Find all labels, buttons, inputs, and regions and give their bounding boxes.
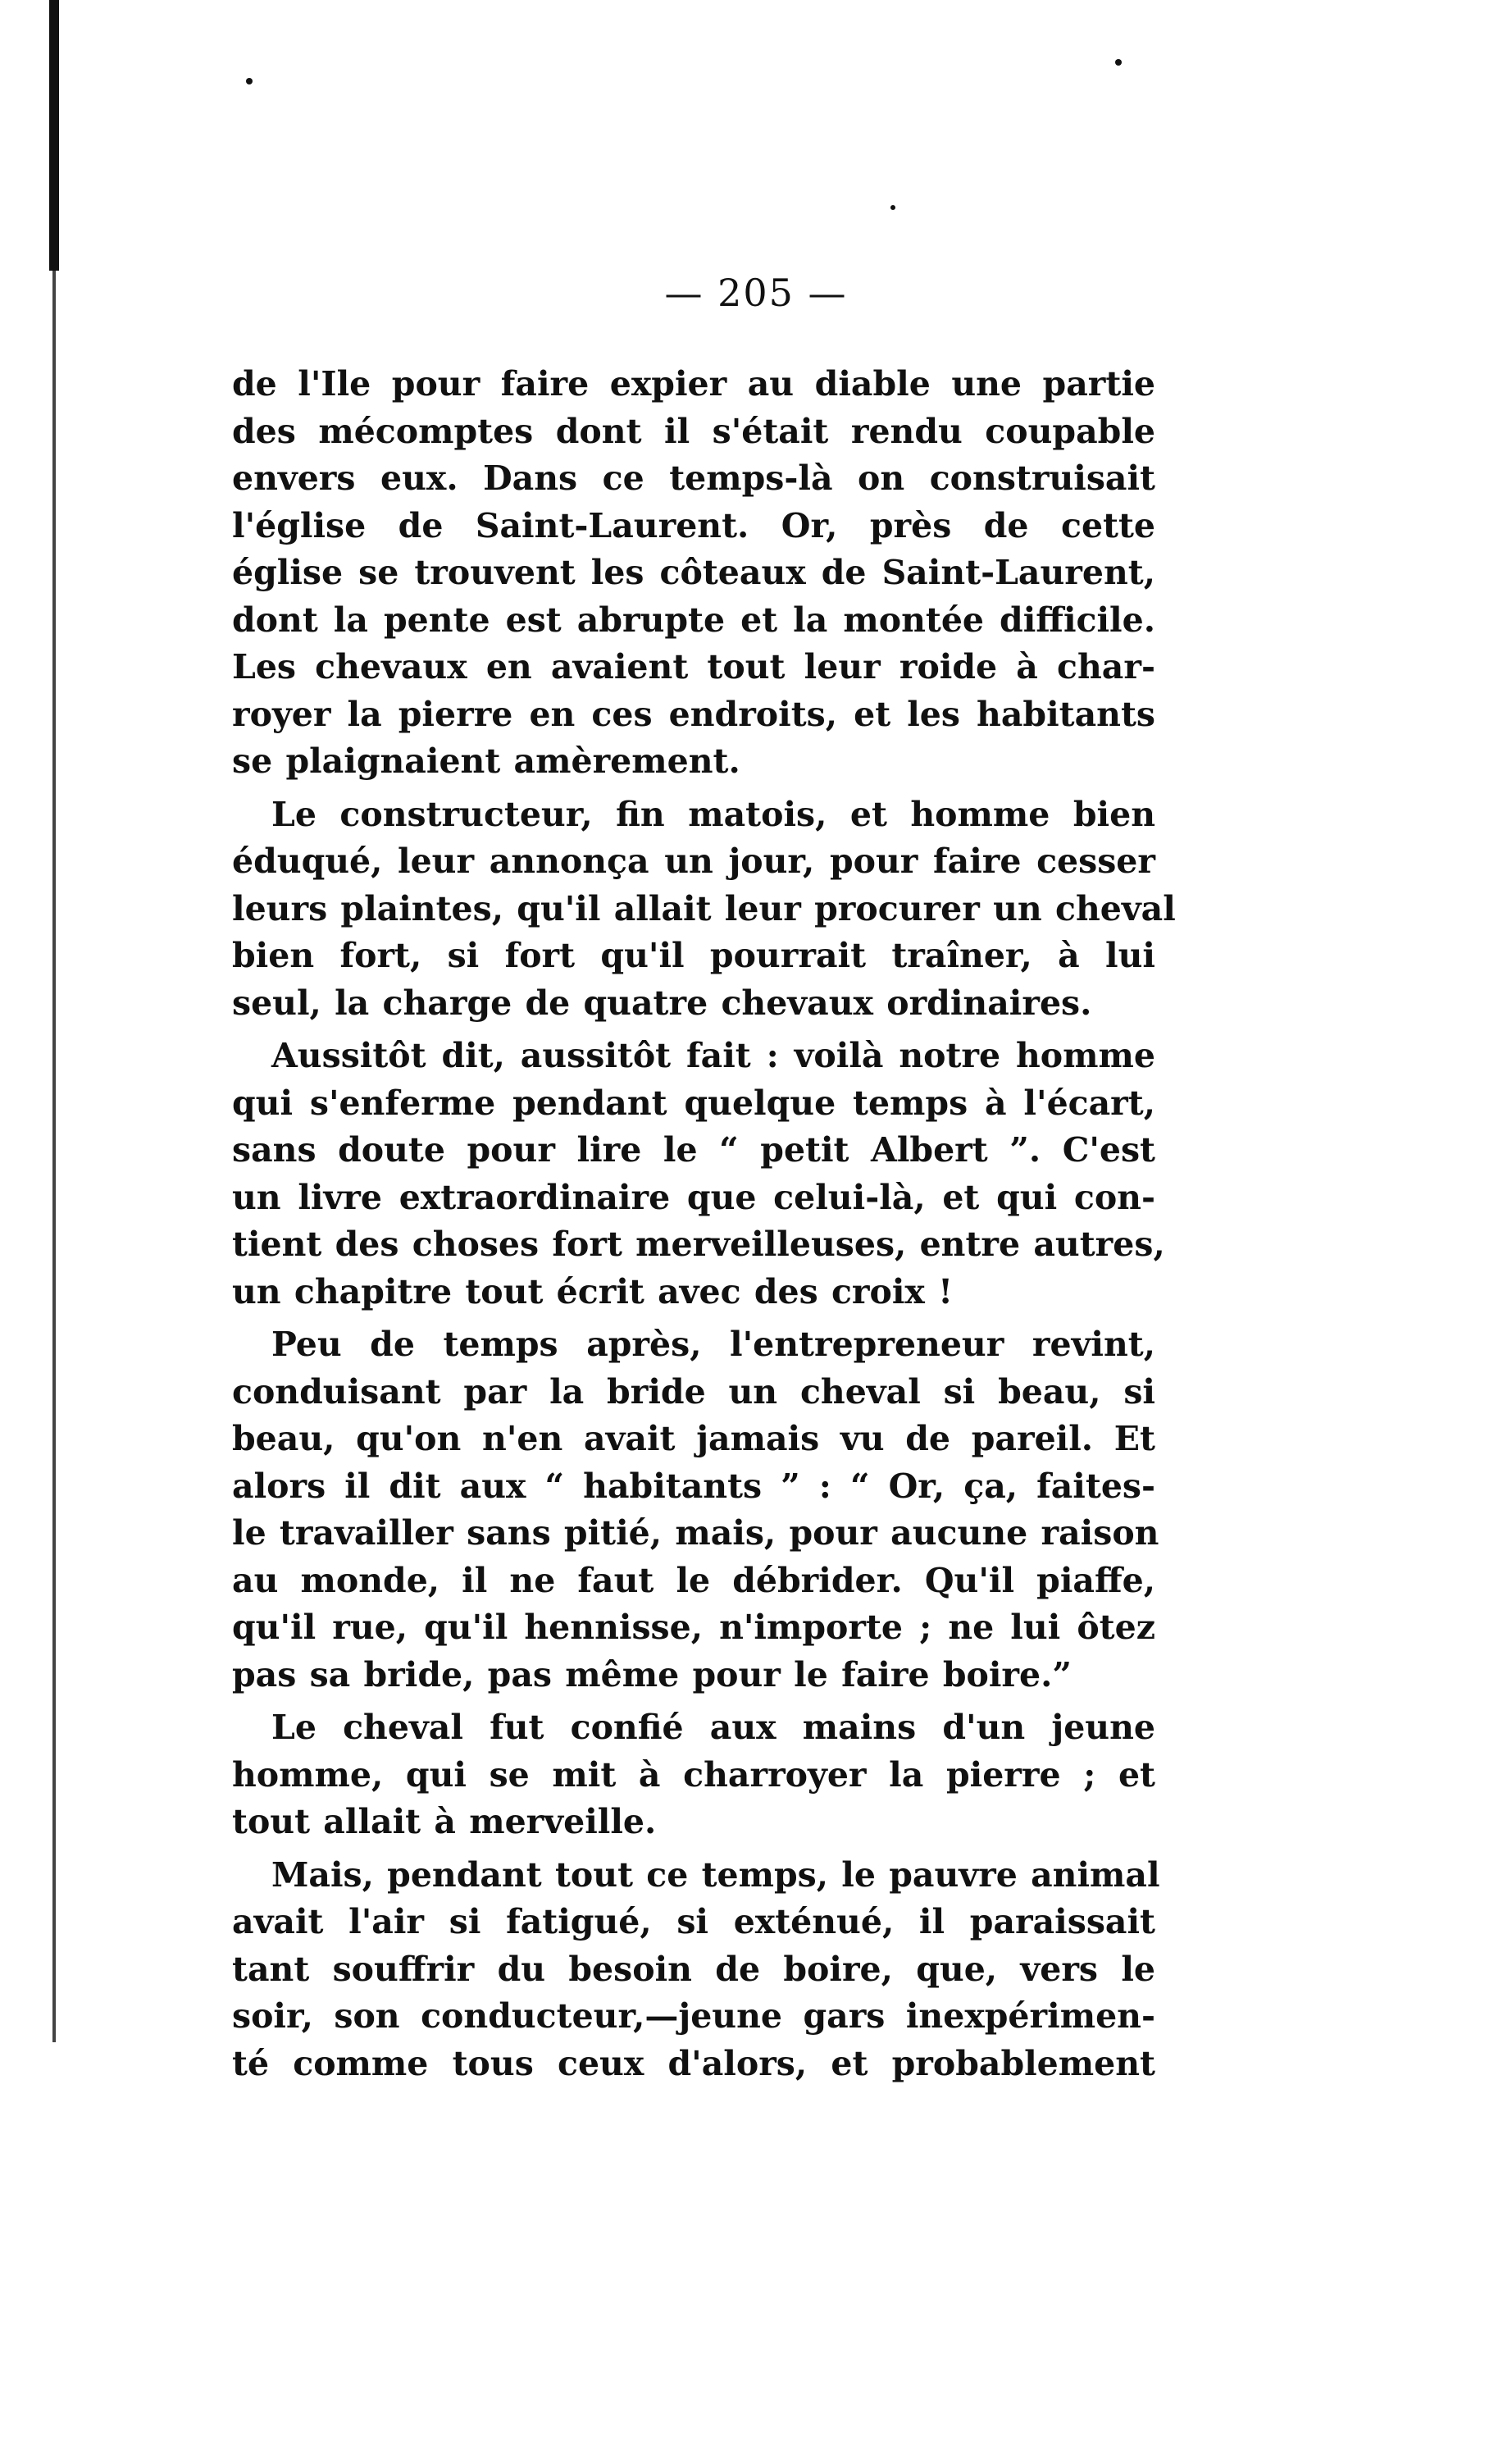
text-line: Aussitôt dit, aussitôt fait : voilà notre homme (271, 1036, 1155, 1075)
paragraph (232, 1321, 1159, 1699)
text-line: dont la pente est abrupte et la montée difficile. (232, 600, 1155, 640)
text-line: tient des choses fort merveilleuses, entre autres, (232, 1225, 1165, 1264)
text-line: église se trouvent les côteaux de Saint-Laurent, (232, 553, 1155, 592)
paragraph (232, 1033, 1165, 1316)
text-line: beau, qu'on n'en avait jamais vu de pareil. Et (232, 1419, 1155, 1458)
scan-speck (890, 205, 895, 210)
text-line: royer la pierre en ces endroits, et les habitants (232, 694, 1155, 734)
text-line: de l'Ile pour faire expier au diable une partie (232, 364, 1155, 404)
text-line: té comme tous ceux d'alors, et probablement (232, 2043, 1155, 2083)
text-line: tout allait à merveille. (232, 1802, 657, 1841)
page-text (232, 361, 1176, 2087)
text-line: des mécomptes dont il s'était rendu coupable (232, 411, 1155, 451)
text-line: Mais, pendant tout ce temps, le pauvre animal (271, 1854, 1160, 1895)
scan-margin-line (52, 271, 56, 2042)
text-line: le travailler sans pitié, mais, pour aucune raison (232, 1513, 1159, 1553)
text-line: pas sa bride, pas même pour le faire boire.” (232, 1654, 1072, 1694)
text-line: qui s'enferme pendant quelque temps à l'écart, (232, 1083, 1155, 1123)
text-line: l'église de Saint-Laurent. Or, près de cette (232, 505, 1155, 545)
text-line: tant souffrir du besoin de boire, que, vers le (232, 1949, 1155, 1989)
text-line: conduisant par la bride un cheval si beau, si (232, 1371, 1155, 1412)
text-line: soir, son conducteur,—jeune gars inexpérimen- (232, 1996, 1155, 2036)
text-line: homme, qui se mit à charroyer la pierre ; et (232, 1754, 1155, 1795)
paragraph (232, 791, 1176, 1028)
text-line: un livre extraordinaire que celui-là, et qui con- (232, 1177, 1155, 1217)
text-line: sans doute pour lire le “ petit Albert ”. C'est (232, 1130, 1155, 1170)
text-line: qu'il rue, qu'il hennisse, n'importe ; ne lui ôtez (232, 1608, 1155, 1647)
text-line: envers eux. Dans ce temps-là on construisait (232, 458, 1155, 498)
text-line: un chapitre tout écrit avec des croix ! (232, 1271, 954, 1311)
text-line: bien fort, si fort qu'il pourrait traîner, à lui (232, 936, 1155, 975)
text-line: seul, la charge de quatre chevaux ordinaires. (232, 983, 1092, 1023)
page-number: — 205 — (664, 271, 848, 315)
text-line: alors il dit aux “ habitants ” : “ Or, ça, faites- (232, 1466, 1155, 1506)
text-line: au monde, il ne faut le débrider. Qu'il piaffe, (232, 1560, 1155, 1600)
text-line: leurs plaintes, qu'il allait leur procurer un cheval (232, 888, 1176, 928)
text-line: Les chevaux en avaient tout leur roide à char- (232, 647, 1155, 686)
paragraph (232, 1704, 1155, 1846)
scan-speck (1115, 59, 1122, 66)
scan-speck (246, 78, 253, 84)
text-line: avait l'air si fatigué, si exténué, il paraissait (232, 1902, 1155, 1941)
text-line: éduqué, leur annonça un jour, pour faire cesser (232, 842, 1155, 881)
scan-binding-edge (49, 0, 59, 271)
paragraph (232, 361, 1155, 786)
text-line: Le constructeur, fin matois, et homme bien (271, 794, 1155, 834)
text-line: se plaignaient amèrement. (232, 741, 740, 781)
text-line: Le cheval fut confié aux mains d'un jeune (271, 1708, 1155, 1747)
text-line: Peu de temps après, l'entrepreneur revint, (271, 1325, 1155, 1364)
paragraph (232, 1852, 1160, 2088)
